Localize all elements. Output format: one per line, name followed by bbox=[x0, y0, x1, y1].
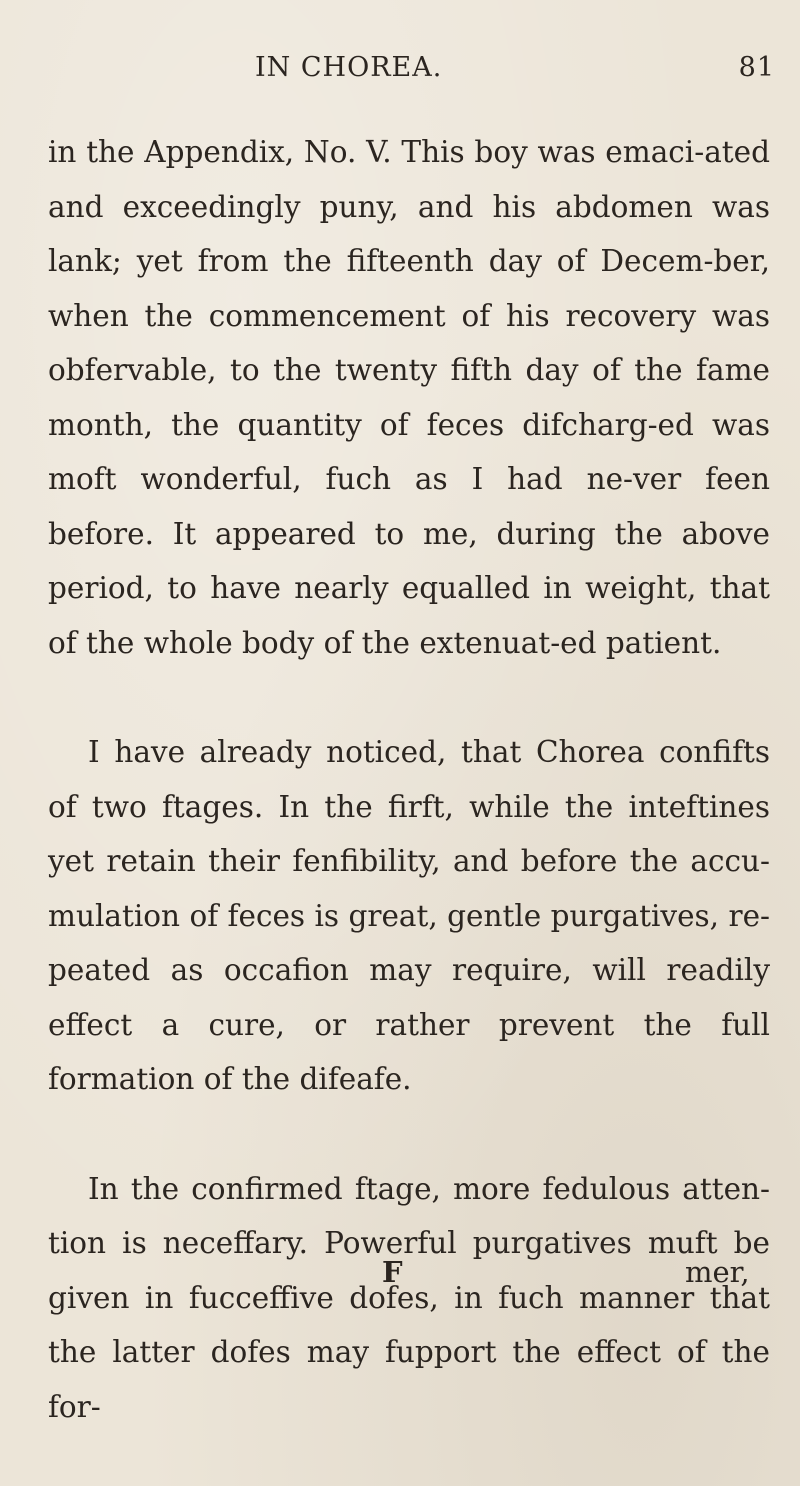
catchline bbox=[0, 1255, 800, 1295]
running-title: IN CHOREA. bbox=[255, 52, 443, 83]
paragraph-2: I have already noticed, that Chorea confifts of two ftages. In the firft, while the inteftines yet retain their fenfibility, and before the accu-mulation of feces is great, gentle purgatives, re-peated as occafion may require, will readily effect a cure, or rather prevent the full formation of the difeafe. bbox=[48, 735, 770, 1096]
paragraph-3: In the confirmed ftage, more fedulous atten-tion is neceffary. Powerful purgatives muft be given in fucceffive dofes, in fuch manner that the latter dofes may fupport the effect of the for- bbox=[48, 1171, 770, 1424]
signature-mark: F bbox=[382, 1255, 403, 1289]
catchword: mer, bbox=[685, 1255, 750, 1289]
paragraph-1: in the Appendix, No. V. This boy was emaci-ated and exceedingly puny, and his abdomen was lank; yet from the fifteenth day of Decem-ber, when the commencement of his recovery was obfervable, to the twenty fifth day of the fame month, the quantity of feces difcharg-ed was moft wonderful, fuch as I had ne-ver feen before. It appeared to me, during the above period, to have nearly equalled in weight, that of the whole body of the extenuat-ed patient. bbox=[48, 135, 770, 660]
page-number: 81 bbox=[738, 52, 775, 83]
body-text bbox=[48, 125, 770, 1434]
running-head bbox=[255, 52, 775, 96]
